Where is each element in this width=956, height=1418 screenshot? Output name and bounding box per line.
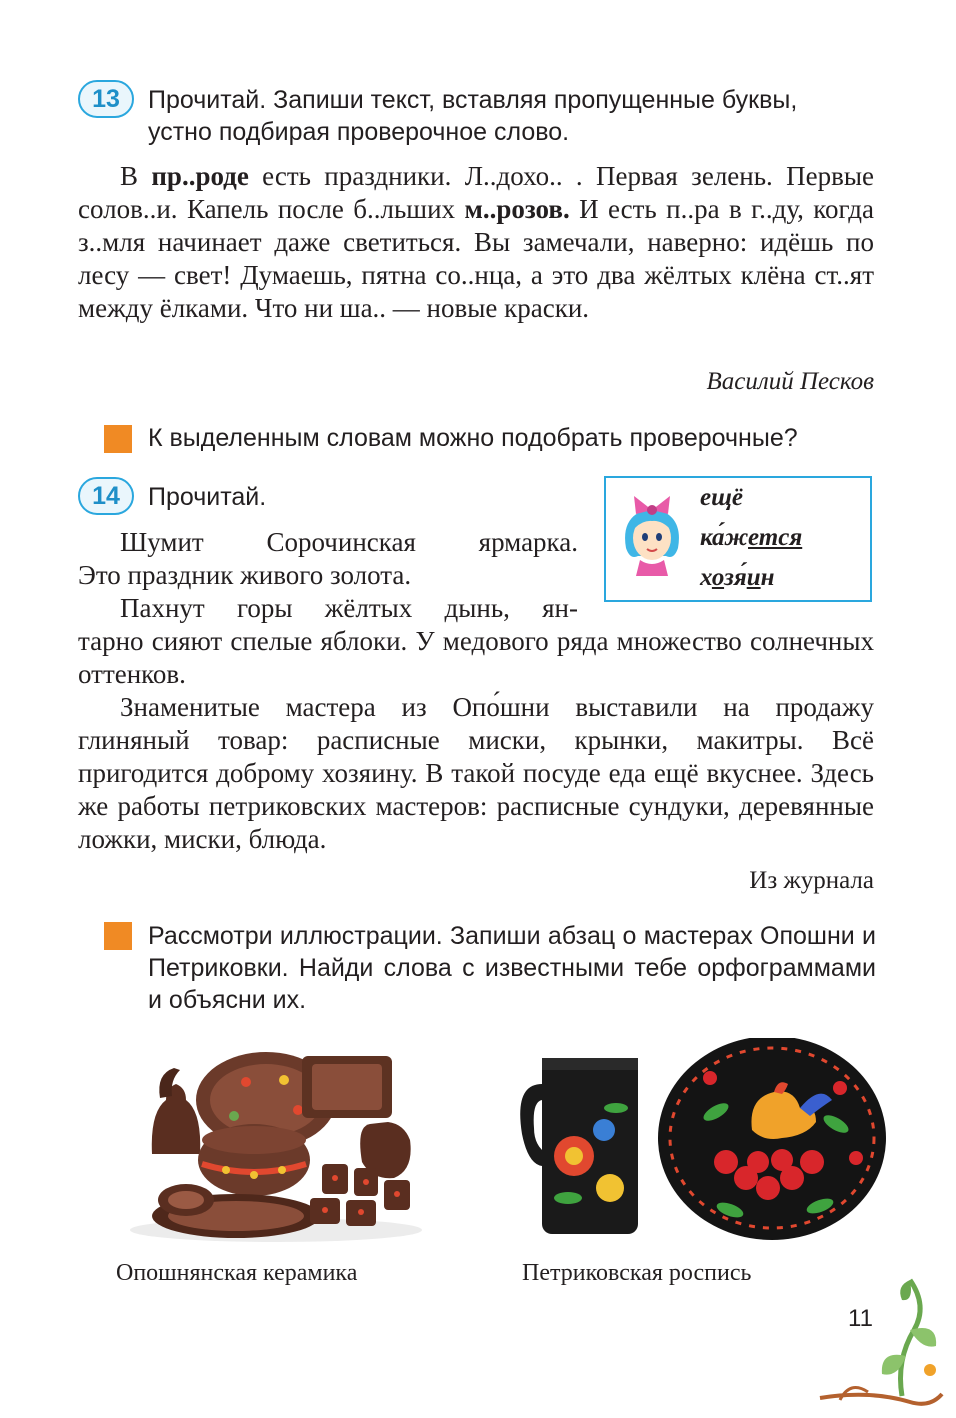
spelling-rule-box	[604, 476, 872, 602]
exercise-14-instruction: Прочитай.	[148, 483, 267, 511]
rule-word-3	[700, 564, 775, 592]
paragraph-1-line-2: Это праздник живого золота.	[78, 560, 412, 590]
rule-word-1: ещё	[700, 484, 744, 511]
paragraph-2-line-1: Пахнут горы жёлтых дынь, ян-	[120, 593, 578, 623]
task-marker-icon	[104, 922, 132, 950]
exercise-13-text	[78, 160, 874, 325]
caption-painting: Петриковская роспись	[522, 1260, 752, 1286]
exercise-14-paragraph-2	[78, 625, 874, 856]
exercise-13-task: К выделенным словам можно подобрать проверочные?	[148, 424, 798, 452]
exercise-13-instruction	[148, 84, 878, 148]
text-part: И есть п..ра в г..ду, когда з..мля начинает даже светиться. Вы замечали, наверно: идёшь по лесу — свет! Думаешь, пятна со..нца, а это два жёлтых клёна ст..ят между ёлками. Что ни ша.. — новые краски.	[78, 194, 874, 323]
paragraph-2-rest: тарно сияют спелые яблоки. У медового ряда множество солнечных оттенков.	[78, 626, 874, 689]
opishnia-ceramics-image	[126, 1030, 432, 1246]
instruction-line-2: устно подбирая проверочное слово.	[148, 118, 570, 146]
girl-mascot-icon	[616, 490, 688, 576]
author: Василий Песков	[706, 368, 874, 395]
ornament-icon	[810, 1270, 950, 1410]
caption-ceramics: Опошнянская керамика	[116, 1260, 358, 1286]
text-part: В	[120, 161, 152, 191]
rule-word-part-underlined: и	[746, 564, 761, 591]
exercise-14-badge: 14	[78, 477, 134, 515]
exercise-13-badge: 13	[78, 80, 134, 118]
rule-word-part: н	[760, 564, 775, 591]
rule-word-part: ка́ж	[700, 524, 749, 551]
source-label: Из журнала	[749, 867, 874, 894]
instruction-line-1: Прочитай. Запиши текст, вставляя пропущенные буквы,	[148, 86, 798, 114]
paragraph-3: Знаменитые мастера из Опо́шни выставили на продажу глиняный товар: расписные миски, крынки, макитры. Всё пригодится доброму хозяину. В такой посуде еда ещё вкуснее. Здесь же работы петриковских мастеров: расписные сундуки, деревянные ложки, миски, блюда.	[78, 692, 874, 854]
rule-word-part-underlined: ется	[748, 524, 803, 551]
exercise-14-task: Рассмотри иллюстрации. Запиши абзац о мастерах Опошни и Петриковки. Найди слова с известными тебе орфограммами и объясни их.	[148, 922, 876, 1014]
highlighted-word: пр..роде	[151, 161, 249, 191]
exercise-14-paragraph-1	[78, 526, 578, 625]
petrykivka-painting-image	[520, 1038, 888, 1242]
text-part: есть праздники. Л..дохо.. . Первая зелень. Первые солов..и. Капель после б..льших	[78, 161, 874, 224]
highlighted-word: м..розов.	[464, 194, 570, 224]
rule-word-part: х	[700, 564, 712, 591]
page-number: 11	[848, 1305, 873, 1332]
task-marker-icon	[104, 425, 132, 453]
rule-word-part-underlined: о	[711, 564, 725, 591]
paragraph-1-line-1: Шумит Сорочинская ярмарка.	[120, 527, 578, 557]
rule-word-2	[700, 524, 802, 552]
rule-word-part: зя́	[724, 564, 747, 591]
